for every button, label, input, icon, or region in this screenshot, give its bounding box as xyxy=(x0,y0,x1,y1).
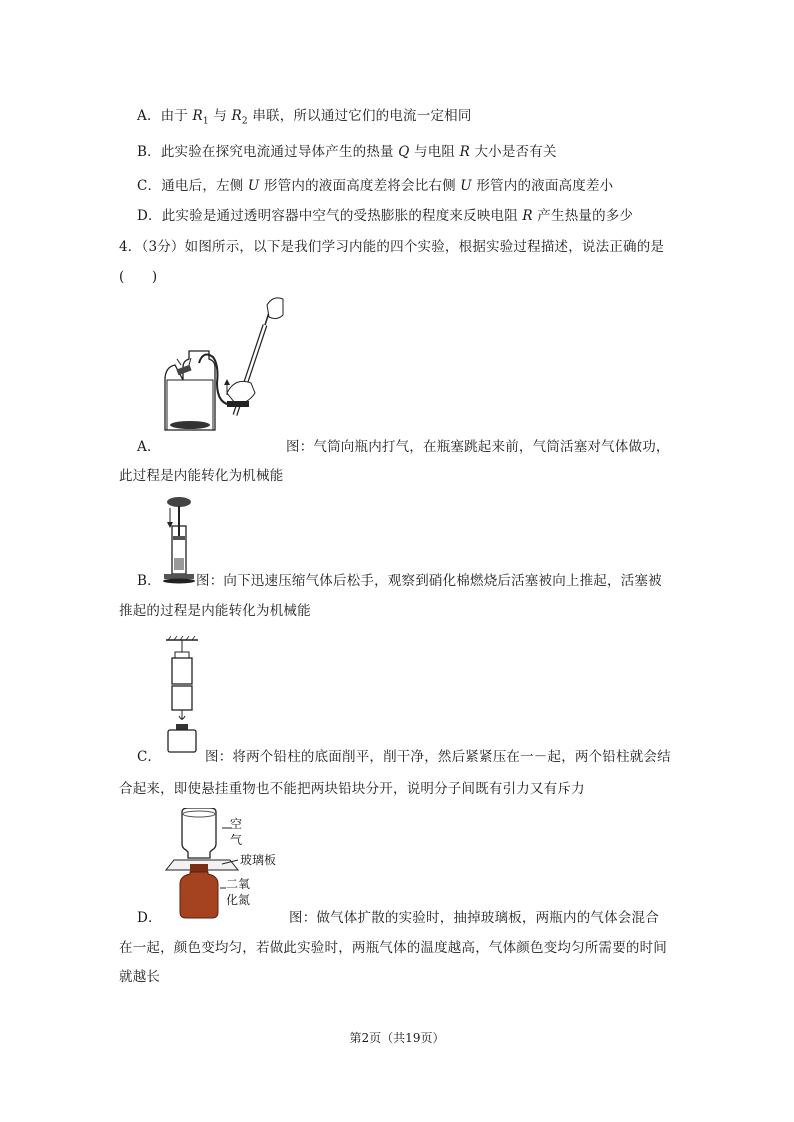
q4-stem: 4．（3分）如图所示，以下是我们学习内能的四个实验，根据实验过程描述，说法正确的是 xyxy=(119,239,665,255)
q4-option-d-text-cont: 在一起，颜色变均匀，若做此实验时，两瓶气体的温度越高，气体颜色变均匀所需要的时间 xyxy=(119,940,667,956)
figure-d-label-no2-1: 二氧 xyxy=(226,877,251,891)
q3-option-b: B．此实验在探究电流通过导体产生的热量 Q 与电阻 R 大小是否有关 xyxy=(137,144,557,160)
q4-option-c-text: 图：将两个铅柱的底面削平，削干净，然后紧紧压在一－起，两个铅柱就会结 xyxy=(205,749,671,765)
q4-option-b-text-cont: 推起的过程是内能转化为机械能 xyxy=(119,603,311,619)
figure-d-label-no2-2: 化氮 xyxy=(226,893,251,907)
figure-d-gas-diffusion xyxy=(160,808,300,920)
q3-option-d: D．此实验是通过透明容器中空气的受热膨胀的程度来反映电阻 R 产生热量的多少 xyxy=(137,208,634,224)
q4-option-c-label: C． xyxy=(137,749,162,765)
q4-option-b-label: B． xyxy=(137,573,161,589)
figure-d-label-air-1: 空 xyxy=(230,817,243,831)
figure-b-compression-cylinder xyxy=(160,496,198,584)
page-footer: 第2页（共19页） xyxy=(349,1031,445,1045)
q4-option-d-label: D． xyxy=(137,910,162,926)
q3-option-c: C．通电后，左侧 U 形管内的液面高度差将会比右侧 U 形管内的液面高度差小 xyxy=(137,178,614,194)
figure-d-label-glass: 玻璃板 xyxy=(240,853,277,867)
figure-d-label-air-2: 气 xyxy=(230,833,243,847)
figure-c-lead-cylinders xyxy=(158,636,208,756)
q4-option-a-label: A． xyxy=(137,439,161,455)
q4-option-a-text: 图：气筒向瓶内打气，在瓶塞跳起来前，气筒活塞对气体做功， xyxy=(286,439,670,455)
q4-option-c-text-cont: 合起来，即使悬挂重物也不能把两块铅块分开，说明分子间既有引力又有斥力 xyxy=(119,781,585,797)
q4-option-d-text: 图：做气体扩散的实验时，抽掉玻璃板，两瓶内的气体会混合 xyxy=(289,910,659,926)
q4-option-b-text: 图：向下迅速压缩气体后松手，观察到硝化棉燃烧后活塞被向上推起，活塞被 xyxy=(196,573,662,589)
q3-option-a: A．由于 $R_1$ 与 $R_2$ 串联，所以通过它们的电流一定相同 xyxy=(137,108,472,127)
q4-answer-blank: ( ) xyxy=(119,269,158,285)
figure-a-pump-bottle xyxy=(155,295,285,435)
q4-option-d-text-cont2: 就越长 xyxy=(119,969,161,985)
q4-option-a-text-cont: 此过程是内能转化为机械能 xyxy=(119,468,284,484)
